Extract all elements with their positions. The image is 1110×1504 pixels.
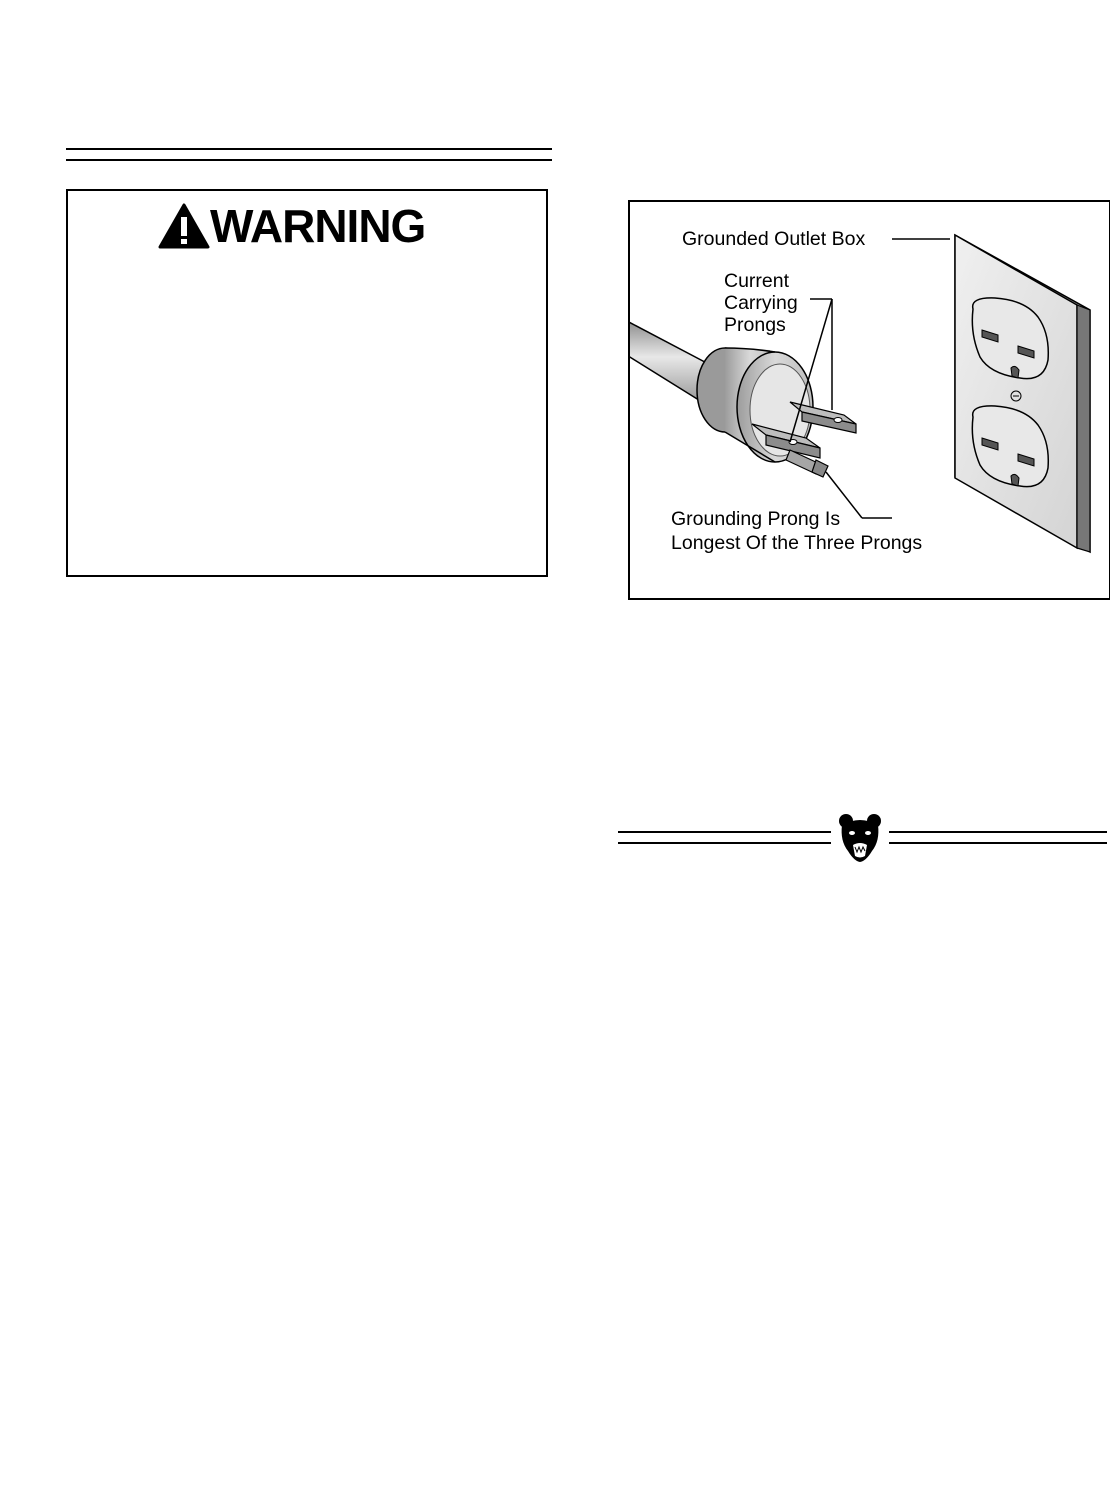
divider-rule-right-top	[889, 831, 1107, 833]
label-grounding-line2: Longest Of the Three Prongs	[671, 532, 923, 554]
grounded-plug-figure	[628, 200, 1110, 600]
header-rule-bottom	[66, 159, 552, 161]
label-grounded-outlet-box: Grounded Outlet Box	[682, 228, 866, 250]
divider-rule-left-top	[618, 831, 831, 833]
header-rule-top	[66, 148, 552, 150]
label-grounding-line1: Grounding Prong Is	[671, 508, 841, 530]
label-current-line1: Current	[724, 270, 790, 292]
warning-heading	[158, 200, 425, 252]
warning-title: WARNING	[210, 200, 426, 252]
divider-rule-left-bottom	[618, 842, 831, 844]
bear-logo-icon	[836, 811, 884, 863]
divider-rule-right-bottom	[889, 842, 1107, 844]
label-current-line3: Prongs	[724, 314, 786, 336]
exclamation-triangle-icon	[158, 203, 210, 249]
label-current-line2: Carrying	[724, 292, 798, 314]
